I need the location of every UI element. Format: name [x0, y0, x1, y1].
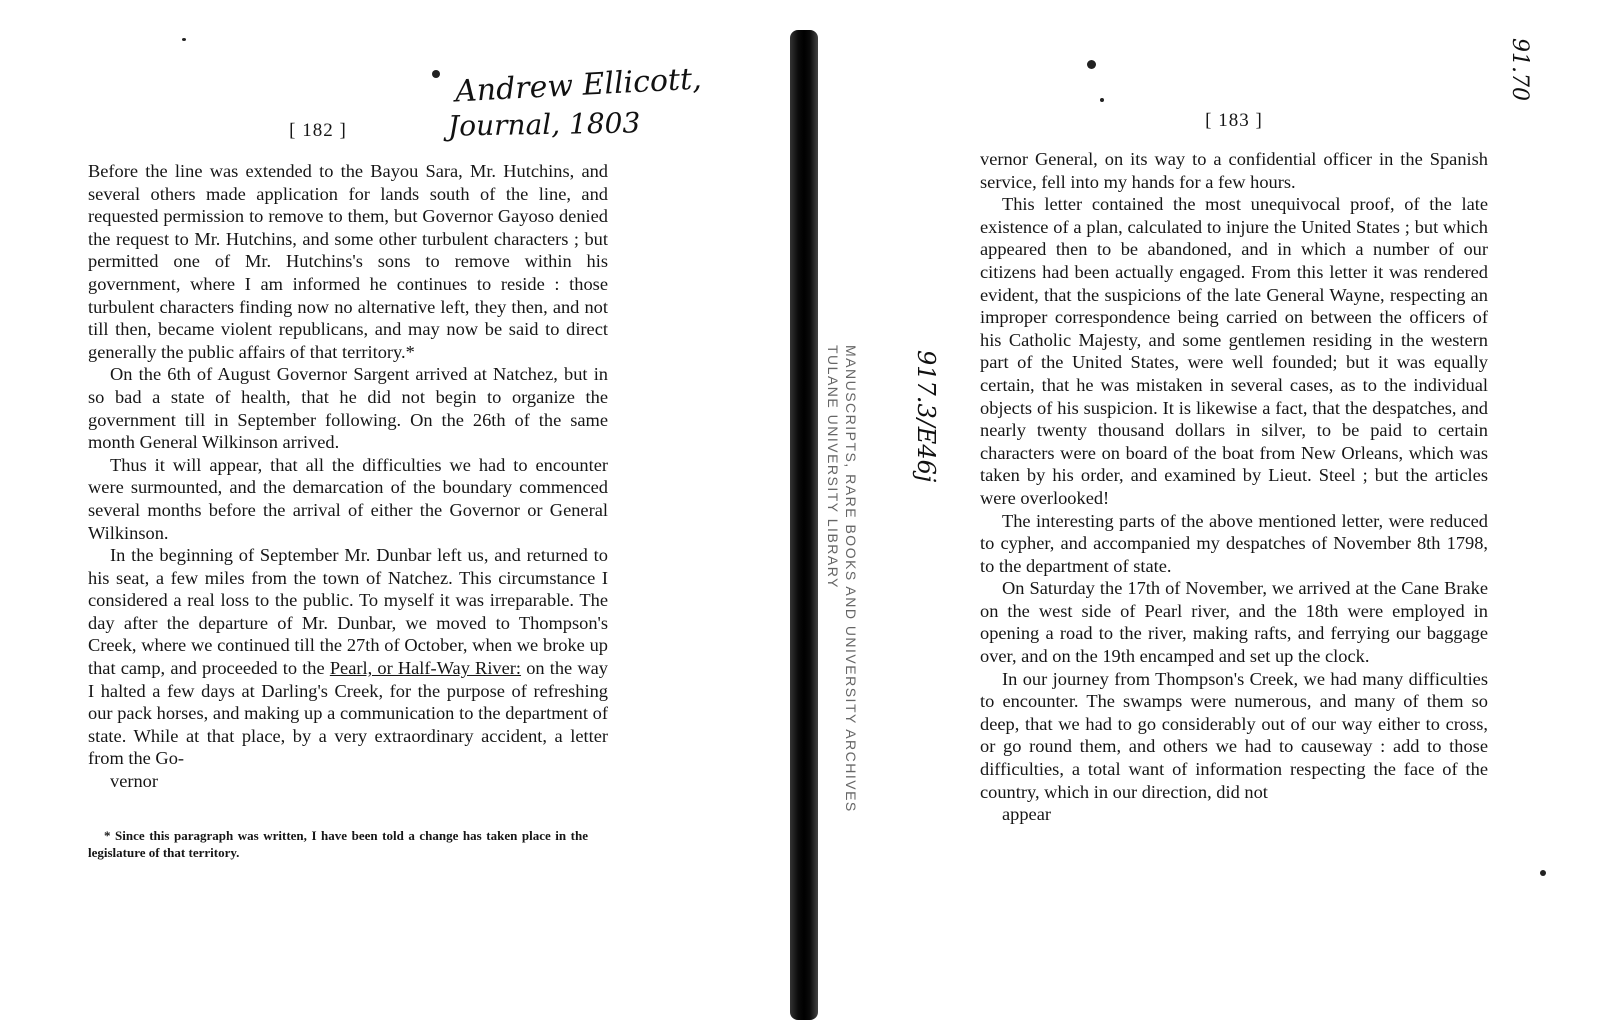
scan-speck: [1087, 60, 1096, 69]
paragraph-text: In the beginning of September Mr. Dunbar left us, and returned to his seat, a few miles from the town of Natchez. This circumstance I considered a real loss to the public. To myself it was irreparable. The day after the departure of Mr. Dunbar, we moved to Thompson's Creek, where we continued till the 27th of October, when we broke up that camp, and proceeded to the: [88, 545, 608, 679]
catchword: vernor: [110, 771, 158, 792]
handwritten-corner-note: 91.70: [1507, 38, 1532, 101]
handwritten-author-note: Andrew Ellicott,: [454, 61, 703, 110]
catchword: appear: [1002, 804, 1052, 825]
right-page-body: [980, 148, 1488, 826]
library-stamp: [824, 345, 860, 813]
handwritten-call-number: 917.3/E46j: [912, 350, 940, 483]
scan-speck: [1100, 98, 1104, 102]
scan-speck: [1540, 870, 1546, 876]
paragraph: On Saturday the 17th of November, we arrived at the Cane Brake on the west side of Pearl river, and the 18th were employed in opening a road to the river, making rafts, and ferrying our baggage over, and on the 19th encamped and set up the clock.: [980, 578, 1488, 667]
paragraph: Before the line was extended to the Bayou Sara, Mr. Hutchins, and several others made application for lands south of the line, and requested permission to remove to them, but Governor Gayoso denied the request to Mr. Hutchins, and some other turbulent characters ; but permitted one of Mr. Hutchins's sons to remove within his government, where I am informed he continues to reside : those turbulent characters finding now no alternative left, they then, and not till then, became violent republicans, and may now be said to direct generally the public affairs of that territory.*: [88, 161, 608, 362]
paragraph: Thus it will appear, that all the difficulties we had to encounter were surmounted, and the demarcation of the boundary commenced several months before the arrival of either the Governor or General Wilkinson.: [88, 454, 608, 543]
book-spine-shadow: [790, 30, 818, 1020]
footnote: * Since this paragraph was written, I have been told a change has taken place in the legislature of that territory.: [88, 827, 588, 860]
paragraph: On the 6th of August Governor Sargent arrived at Natchez, but in so bad a state of health, that he did not begin to organize the government till in September following. On the 26th of the same month General Wilkinson arrived.: [88, 364, 608, 453]
paragraph-continuation: vernor General, on its way to a confidential officer in the Spanish service, fell into my hands for a few hours.: [980, 149, 1488, 192]
scan-speck: [182, 38, 186, 41]
paragraph: This letter contained the most unequivocal proof, of the late existence of a plan, calculated to injure the United States ; but which appeared then to be abandoned, and in which a number of our citizens had been actually engaged. From this letter it was rendered evident, that the suspicions of the late General Wayne, respecting an improper correspondence being carried on between the officers of his Catholic Majesty, and some gentlemen residing in the western part of the United States, were well founded; but it was equally certain, that he was mistaken in several cases, as to the individual objects of his suspicion. It is likewise a fact, that the despatches, and nearly twenty thousand dollars in silver, to be paid to certain characters were on board of the boat from New Orleans, which was taken by his order, and examined by Lieut. Steel ; but the articles were overlooked!: [980, 194, 1488, 508]
page-number-183: [ 183 ]: [1205, 110, 1263, 131]
stamp-line-1: MANUSCRIPTS, RARE BOOKS AND UNIVERSITY ARCHIVES: [843, 345, 859, 813]
page-number-182: [ 182 ]: [289, 120, 347, 141]
paragraph: [88, 544, 608, 770]
handwritten-source-note: Journal, 1803: [447, 106, 641, 143]
underlined-text: Pearl, or Half-Way River:: [329, 658, 522, 679]
scan-speck: [432, 70, 440, 78]
stamp-line-2: TULANE UNIVERSITY LIBRARY: [825, 345, 841, 589]
left-page: [88, 108, 608, 861]
paragraph-text: on the way I halted a few days at Darling's Creek, for the purpose of refreshing our pack horses, and making up a communication to the department of state. While at that place, by a very extraordinary accident, a letter from the Go-: [88, 658, 609, 769]
paragraph: In our journey from Thompson's Creek, we had many difficulties to encounter. The swamps were numerous, and many of them so deep, that we had to go considerably out of our way either to cross, or go round them, and others we had to causeway : add to those difficulties, a total want of information respecting the face of the country, which in our direction, did not: [980, 668, 1488, 802]
paragraph: The interesting parts of the above mentioned letter, were reduced to cypher, and accompanied my despatches of November 8th 1798, to the department of state.: [980, 510, 1488, 576]
left-page-body: [88, 160, 608, 793]
right-page: [980, 108, 1488, 826]
